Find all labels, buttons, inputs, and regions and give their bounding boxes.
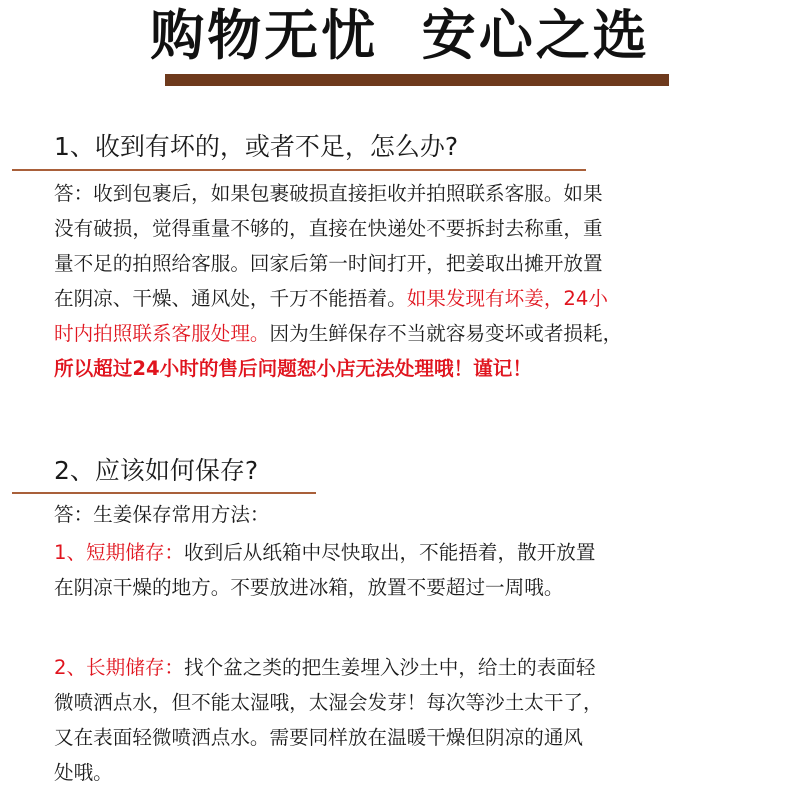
long-term-label: 2、长期储存：	[54, 656, 185, 679]
short-term-text: 收到后从纸箱中尽快取出，不能捂着，散开放置	[184, 541, 596, 564]
long-term-storage	[54, 650, 790, 790]
answer-1-warning: 时内拍照联系客服处理。	[54, 322, 270, 345]
answer-1-line	[54, 316, 790, 351]
long-term-line: 处哦。	[54, 761, 113, 784]
answer-1-text: 在阴凉、干燥、通风处，千万不能捂着。	[54, 287, 407, 310]
long-term-line: 又在表面轻微喷洒点水。需要同样放在温暖干燥但阴凉的通风	[54, 726, 584, 749]
question-1: 1、收到有坏的，或者不足，怎么办?	[54, 132, 459, 161]
question-2-underline	[12, 492, 316, 494]
answer-1-notice: 所以超过24小时的售后问题恕小店无法处理哦！谨记！	[54, 357, 532, 380]
short-term-storage	[54, 535, 790, 605]
answer-2-intro-text: 答：生姜保存常用方法：	[54, 503, 270, 526]
answer-1	[54, 176, 790, 386]
answer-1-line	[54, 351, 790, 386]
short-term-line: 在阴凉干燥的地方。不要放进冰箱，放置不要超过一周哦。	[54, 576, 564, 599]
answer-1-text: 因为生鲜保存不当就容易变坏或者损耗，	[269, 322, 623, 345]
question-1-underline	[12, 169, 586, 171]
short-term-label: 1、短期储存：	[54, 541, 185, 564]
question-2: 2、应该如何保存?	[54, 456, 259, 485]
short-term-line	[54, 535, 790, 570]
page-title: 购物无忧 安心之选	[150, 4, 650, 67]
answer-1-line: 答：收到包裹后，如果包裹破损直接拒收并拍照联系客服。如果	[54, 182, 603, 205]
answer-1-line: 量不足的拍照给客服。回家后第一时间打开，把姜取出摊开放置	[54, 252, 603, 275]
answer-2-intro	[54, 497, 790, 532]
title-underline-bar	[165, 74, 669, 86]
answer-1-line: 没有破损，觉得重量不够的，直接在快递处不要拆封去称重，重	[54, 217, 603, 240]
long-term-line: 微喷洒点水，但不能太湿哦，太湿会发芽！每次等沙土太干了，	[54, 691, 603, 714]
answer-1-warning: 如果发现有坏姜，24小	[406, 287, 608, 310]
long-term-text: 找个盆之类的把生姜埋入沙土中，给土的表面轻	[184, 656, 596, 679]
answer-1-line	[54, 281, 790, 316]
long-term-line	[54, 650, 790, 685]
